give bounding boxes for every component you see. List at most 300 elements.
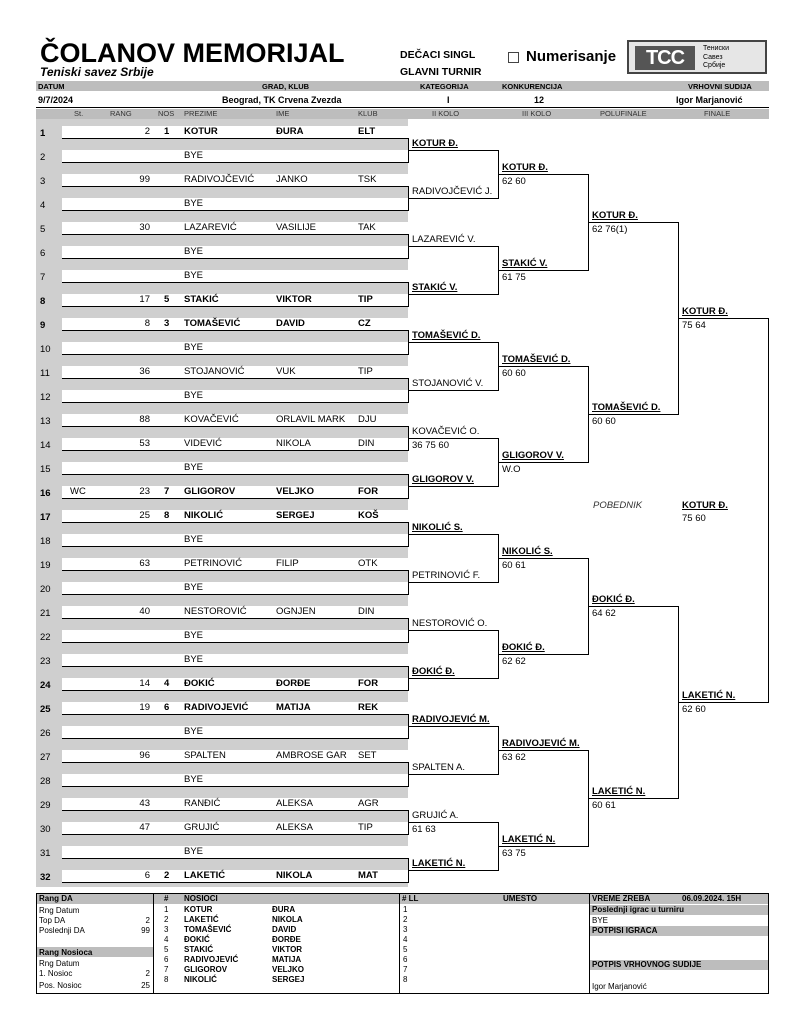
match-winner: GRUJIĆ A. [412, 810, 459, 821]
player-surname: BYE [184, 630, 204, 641]
row-line [62, 834, 408, 835]
info-divider [36, 107, 769, 108]
player-club: TIP [358, 822, 373, 833]
player-surname: SPALTEN [184, 750, 226, 761]
match-winner: TOMAŠEVIĆ D. [412, 330, 481, 341]
seed-surname: KOTUR [184, 905, 213, 914]
match-score: 62 60 [502, 176, 526, 187]
federation-subtitle: Teniski savez Srbije [40, 65, 154, 79]
logo-mark: TCC [635, 46, 695, 70]
player-name: NIKOLA [276, 871, 313, 881]
bracket-winner-line [588, 414, 678, 415]
match-winner: LAKETIĆ N. [592, 786, 646, 797]
ll-number: 5 [403, 945, 408, 954]
player-name: FILIP [276, 559, 299, 569]
player-surname: BYE [184, 150, 204, 161]
seed-number: 2 [164, 915, 169, 924]
player-seed: 3 [164, 318, 170, 329]
player-rank: 23 [139, 486, 150, 497]
seed-number: 4 [164, 935, 169, 944]
row-line [62, 522, 408, 523]
category-value: I [447, 95, 450, 105]
logo-text: Тениски Савез Србије [703, 45, 730, 69]
player-surname: RANĐIĆ [184, 798, 221, 809]
col-semifinal: POLUFINALE [600, 109, 647, 118]
rng-datum-label: Rng Datum [39, 906, 80, 915]
match-winner: GLIGOROV V. [502, 450, 564, 461]
player-name: ALEKSA [276, 799, 313, 809]
seed-name: VIKTOR [272, 945, 303, 954]
match-winner: RADIVOJČEVIĆ J. [412, 186, 493, 197]
match-winner: ĐOKIĆ Đ. [502, 642, 545, 653]
player-club: REK [358, 702, 379, 713]
match-winner: NESTOROVIĆ O. [412, 618, 488, 629]
match-score: W.O [502, 464, 521, 475]
player-surname: BYE [184, 846, 204, 857]
bracket-winner-line [588, 606, 678, 607]
draw-position: 17 [40, 512, 51, 523]
tournament-title: ČOLANOV MEMORIJAL [40, 38, 345, 68]
player-name: NIKOLA [276, 439, 311, 449]
player-surname: BYE [184, 726, 204, 737]
row-line [62, 162, 408, 163]
col-final: FINALE [704, 109, 731, 118]
player-rank: 63 [139, 558, 150, 569]
player-surname: BYE [184, 582, 204, 593]
match-winner: RADIVOJEVIĆ M. [502, 738, 580, 749]
match-score: 75 64 [682, 320, 706, 331]
footer-ll-col [400, 894, 590, 993]
draw-position: 5 [40, 224, 46, 235]
row-line [62, 762, 408, 763]
player-name: MATIJA [276, 703, 311, 713]
match-score: 36 75 60 [412, 440, 449, 451]
top-da-value: 2 [145, 916, 150, 925]
umesto-label: UMESTO [503, 894, 538, 903]
top-da-label: Top DA [39, 916, 66, 925]
match-score: 63 75 [502, 848, 526, 859]
bracket-winner-line [498, 750, 588, 751]
seed-number: 7 [164, 965, 169, 974]
bracket-winner-line [408, 438, 498, 439]
numerisanje-label: Numerisanje [526, 48, 617, 65]
match-winner: LAKETIĆ N. [412, 858, 466, 869]
player-club: DJU [358, 414, 377, 425]
player-club: FOR [358, 678, 379, 689]
match-winner: LAZAREVIĆ V. [412, 234, 476, 245]
winner-score: 75 60 [682, 513, 706, 524]
player-surname: NIKOLIĆ [184, 510, 224, 521]
col-round2: II KOLO [432, 109, 460, 118]
seed-surname: STAKIĆ [184, 945, 214, 954]
entry-status: WC [70, 486, 86, 497]
bracket-winner-line [498, 174, 588, 175]
match-score: 63 62 [502, 752, 526, 763]
date-value: 9/7/2024 [38, 95, 74, 105]
player-surname: VIDEVIĆ [184, 438, 223, 449]
player-rank: 96 [139, 750, 150, 761]
player-surname: STAKIĆ [184, 294, 219, 305]
match-winner: KOTUR Đ. [682, 306, 728, 317]
player-club: DIN [358, 606, 375, 617]
draw-position: 6 [40, 248, 46, 259]
match-winner: KOTUR Đ. [592, 210, 638, 221]
bracket-winner-line [408, 582, 498, 583]
player-rank: 6 [144, 870, 150, 881]
player-club: DIN [358, 438, 375, 449]
bracket-winner-line [408, 342, 498, 343]
player-seed: 1 [164, 126, 170, 137]
player-name: ĐURA [276, 127, 304, 137]
col-st: St. [74, 109, 84, 118]
player-surname: BYE [184, 774, 204, 785]
player-rank: 47 [139, 822, 150, 833]
player-name: ALEKSA [276, 823, 313, 833]
draw-position: 21 [40, 608, 51, 619]
row-line [62, 738, 408, 739]
ll-number: 1 [403, 905, 408, 914]
player-name: JANKO [276, 175, 308, 185]
rang-nosioca-label: Rang Nosioca [39, 948, 93, 957]
player-name: VIKTOR [276, 295, 312, 305]
draw-position: 7 [40, 272, 46, 283]
ll-label: # LL [402, 894, 419, 903]
player-name: VUK [276, 367, 296, 377]
seed-surname: NIKOLIĆ [184, 975, 217, 984]
player-surname: BYE [184, 246, 204, 257]
draw-position: 24 [40, 680, 51, 691]
bracket-winner-line [408, 726, 498, 727]
ll-number: 8 [403, 975, 408, 984]
row-line [62, 426, 408, 427]
draw-position: 13 [40, 416, 51, 427]
bracket-winner-line [678, 318, 768, 319]
final-connector-line [678, 702, 768, 703]
draw-position: 22 [40, 632, 51, 643]
seed-name: DAVID [272, 925, 297, 934]
player-surname: KOTUR [184, 126, 218, 137]
city-value: Beograd, TK Crvena Zvezda [222, 95, 342, 105]
winner-label: POBEDNIK [593, 500, 643, 511]
row-line [62, 618, 408, 619]
player-name: ORLAVIL MARK [276, 415, 346, 425]
row-line [62, 642, 408, 643]
potpisi-igraca-label: POTPISI IGRACA [592, 926, 658, 935]
row-line [62, 186, 408, 187]
ll-number: 6 [403, 955, 408, 964]
player-rank: 19 [139, 702, 150, 713]
player-name: VASILIJE [276, 223, 316, 233]
seed-name: MATIJA [272, 955, 302, 964]
match-winner: PETRINOVIĆ F. [412, 570, 481, 581]
match-score: 60 61 [592, 800, 616, 811]
row-line [62, 234, 408, 235]
draw-position: 20 [40, 584, 51, 595]
row-line [62, 474, 408, 475]
player-seed: 8 [164, 510, 170, 521]
column-header-band [36, 109, 769, 119]
nosioc1-value: 2 [145, 969, 150, 978]
final-connector [768, 318, 769, 703]
player-rank: 25 [139, 510, 150, 521]
row-line [62, 786, 408, 787]
match-winner: LAKETIĆ N. [502, 834, 556, 845]
player-rank: 36 [139, 366, 150, 377]
draw-position: 30 [40, 824, 51, 835]
player-seed: 5 [164, 294, 170, 305]
player-rank: 8 [144, 318, 150, 329]
footer-seeds-col [154, 894, 400, 993]
poslednji-igrac-label: Poslednji igrac u turniru [592, 905, 685, 914]
player-surname: BYE [184, 342, 204, 353]
match-winner: STAKIĆ V. [412, 282, 458, 293]
player-club: OTK [358, 558, 378, 569]
player-club: KOŠ [358, 510, 379, 521]
player-rank: 30 [139, 222, 150, 233]
seed-number: 3 [164, 925, 169, 934]
seed-name: ĐORĐE [272, 935, 301, 944]
match-score: 62 62 [502, 656, 526, 667]
player-surname: GLIGOROV [184, 486, 236, 497]
draw-position: 32 [40, 872, 51, 883]
player-seed: 4 [164, 678, 170, 689]
row-line [62, 570, 408, 571]
seed-name: VELJKO [272, 965, 305, 974]
seed-number: 5 [164, 945, 169, 954]
seed-surname: ĐOKIĆ [184, 935, 210, 944]
row-line [62, 690, 408, 691]
draw-position: 14 [40, 440, 51, 451]
player-surname: LAZAREVIĆ [184, 222, 237, 233]
draw-position: 18 [40, 536, 51, 547]
col-seed: NOS [158, 109, 175, 118]
sudija-name: Igor Marjanović [592, 982, 647, 991]
player-surname: BYE [184, 390, 204, 401]
player-surname: TOMAŠEVIĆ [184, 318, 241, 329]
player-rank: 40 [139, 606, 150, 617]
player-name: OGNJEN [276, 607, 316, 617]
ll-number: 3 [403, 925, 408, 934]
player-club: TIP [358, 366, 373, 377]
poslednji-da-value: 99 [141, 926, 150, 935]
seed-name: NIKOLA [272, 915, 303, 924]
info-header-band [36, 81, 769, 91]
match-winner: NIKOLIĆ S. [412, 522, 463, 533]
bracket-winner-line [408, 390, 498, 391]
match-winner: LAKETIĆ N. [682, 690, 736, 701]
player-rank: 43 [139, 798, 150, 809]
player-club: TAK [358, 222, 376, 233]
vreme-zreba-label: VREME ZREBA [592, 894, 651, 903]
match-winner: KOVAČEVIĆ O. [412, 426, 480, 437]
bracket-winner-line [498, 270, 588, 271]
pos-nosioc-label: Pos. Nosioc [39, 981, 82, 990]
seed-number: 8 [164, 975, 169, 984]
match-winner: TOMAŠEVIĆ D. [502, 354, 571, 365]
row-line [62, 666, 408, 667]
player-surname: BYE [184, 198, 204, 209]
rng-datum2-label: Rng Datum [39, 959, 80, 968]
col-name: IME [276, 109, 290, 118]
player-name: VELJKO [276, 487, 315, 497]
draw-position: 12 [40, 392, 51, 403]
row-line [62, 546, 408, 547]
competition-value: 12 [534, 95, 545, 105]
row-line [62, 714, 408, 715]
row-line [62, 330, 408, 331]
pos-nosioc-value: 25 [141, 981, 150, 990]
player-name: SERGEJ [276, 511, 315, 521]
match-score: 64 62 [592, 608, 616, 619]
match-score: 62 60 [682, 704, 706, 715]
match-winner: RADIVOJEVIĆ M. [412, 714, 490, 725]
seed-name: SERGEJ [272, 975, 305, 984]
player-surname: KOVAČEVIĆ [184, 414, 239, 425]
draw-position: 9 [40, 320, 46, 331]
match-winner: ĐOKIĆ Đ. [412, 666, 455, 677]
bracket-winner-line [588, 222, 678, 223]
row-line [62, 882, 408, 883]
row-line [62, 138, 408, 139]
row-line [62, 210, 408, 211]
match-winner: KOTUR Đ. [412, 138, 458, 149]
bracket-winner-line [408, 822, 498, 823]
bracket-winner-line [408, 486, 498, 487]
match-score: 60 60 [502, 368, 526, 379]
bracket-winner-line [498, 366, 588, 367]
match-winner: STOJANOVIĆ V. [412, 378, 484, 389]
referee-value: Igor Marjanović [676, 95, 743, 105]
poslednji-da-label: Poslednji DA [39, 926, 85, 935]
seed-surname: RADIVOJEVIĆ [184, 955, 239, 964]
row-line [62, 810, 408, 811]
bracket-winner-line [408, 150, 498, 151]
player-club: MAT [358, 870, 378, 881]
seed-surname: GLIGOROV [184, 965, 228, 974]
match-score: 60 60 [592, 416, 616, 427]
player-surname: RADIVOJČEVIĆ [184, 174, 255, 185]
row-line [62, 258, 408, 259]
player-surname: BYE [184, 534, 204, 545]
player-surname: BYE [184, 270, 204, 281]
category-label: DEČACI SINGL [400, 49, 476, 61]
player-club: FOR [358, 486, 379, 497]
draw-position: 25 [40, 704, 51, 715]
draw-position: 1 [40, 128, 46, 139]
draw-position: 23 [40, 656, 51, 667]
bracket-winner-line [408, 678, 498, 679]
player-surname: RADIVOJEVIĆ [184, 702, 249, 713]
player-club: ELT [358, 126, 376, 137]
player-surname: GRUJIĆ [184, 822, 220, 833]
draw-type-label: GLAVNI TURNIR [400, 66, 482, 78]
seed-number: 1 [164, 905, 169, 914]
player-rank: 99 [139, 174, 150, 185]
row-line [62, 354, 408, 355]
match-winner: TOMAŠEVIĆ D. [592, 402, 661, 413]
col-surname: PREZIME [184, 109, 218, 118]
col-rank: RANG [110, 109, 132, 118]
row-line [62, 498, 408, 499]
numerisanje-checkbox[interactable] [508, 52, 519, 63]
draw-position: 15 [40, 464, 51, 475]
draw-position: 10 [40, 344, 51, 355]
player-club: TSK [358, 174, 377, 185]
category-col-label: KATEGORIJA [420, 82, 469, 91]
tournament-winner: KOTUR Đ. [682, 500, 728, 511]
player-club: SET [358, 750, 377, 761]
footer-signature-col [590, 894, 768, 993]
footer-panel [36, 893, 769, 994]
draw-position: 28 [40, 776, 51, 787]
player-name: AMBROSE GAR [276, 751, 347, 761]
row-line [62, 402, 408, 403]
referee-label: VRHOVNI SUDIJA [688, 82, 752, 91]
player-name: ĐORĐE [276, 679, 311, 689]
player-rank: 53 [139, 438, 150, 449]
footer-rank-col [37, 894, 154, 993]
bracket-winner-line [498, 462, 588, 463]
player-rank: 2 [144, 126, 150, 137]
player-rank: 17 [139, 294, 150, 305]
player-rank: 14 [139, 678, 150, 689]
col-round3: III KOLO [522, 109, 552, 118]
bracket-winner-line [498, 846, 588, 847]
draw-position: 31 [40, 848, 51, 859]
rang-da-label: Rang DA [39, 894, 73, 903]
draw-position: 3 [40, 176, 46, 187]
draw-position: 16 [40, 488, 51, 499]
match-winner: SPALTEN A. [412, 762, 465, 773]
match-winner: STAKIĆ V. [502, 258, 548, 269]
row-line [62, 282, 408, 283]
seed-name: ĐURA [272, 905, 296, 914]
row-line [62, 858, 408, 859]
seeds-label: NOSIOCI [184, 894, 218, 903]
competition-label: KONKURENCIJA [502, 82, 563, 91]
bracket-winner-line [408, 198, 498, 199]
city-label: GRAD, KLUB [262, 82, 310, 91]
row-line [62, 594, 408, 595]
match-winner: ĐOKIĆ Đ. [592, 594, 635, 605]
seed-number: 6 [164, 955, 169, 964]
bracket-winner-line [408, 534, 498, 535]
match-winner: NIKOLIĆ S. [502, 546, 553, 557]
bracket-winner-line [498, 558, 588, 559]
player-club: AGR [358, 798, 379, 809]
player-surname: PETRINOVIĆ [184, 558, 243, 569]
bracket-winner-line [408, 630, 498, 631]
player-club: CZ [358, 318, 371, 329]
bracket-winner-line [408, 774, 498, 775]
poslednji-igrac-value: BYE [592, 916, 609, 925]
player-surname: STOJANOVIĆ [184, 366, 245, 377]
player-surname: NESTOROVIĆ [184, 606, 247, 617]
seed-surname: TOMAŠEVIĆ [184, 925, 232, 934]
ll-number: 4 [403, 935, 408, 944]
draw-position: 2 [40, 152, 46, 163]
player-rank: 88 [139, 414, 150, 425]
draw-position: 8 [40, 296, 46, 307]
match-score: 61 63 [412, 824, 436, 835]
player-surname: ĐOKIĆ [184, 678, 215, 689]
match-score: 62 76(1) [592, 224, 628, 235]
vreme-zreba-value: 06.09.2024. 15H [682, 894, 742, 903]
bracket-winner-line [498, 654, 588, 655]
draw-position: 4 [40, 200, 46, 211]
match-winner: KOTUR Đ. [502, 162, 548, 173]
player-surname: LAKETIĆ [184, 870, 226, 881]
